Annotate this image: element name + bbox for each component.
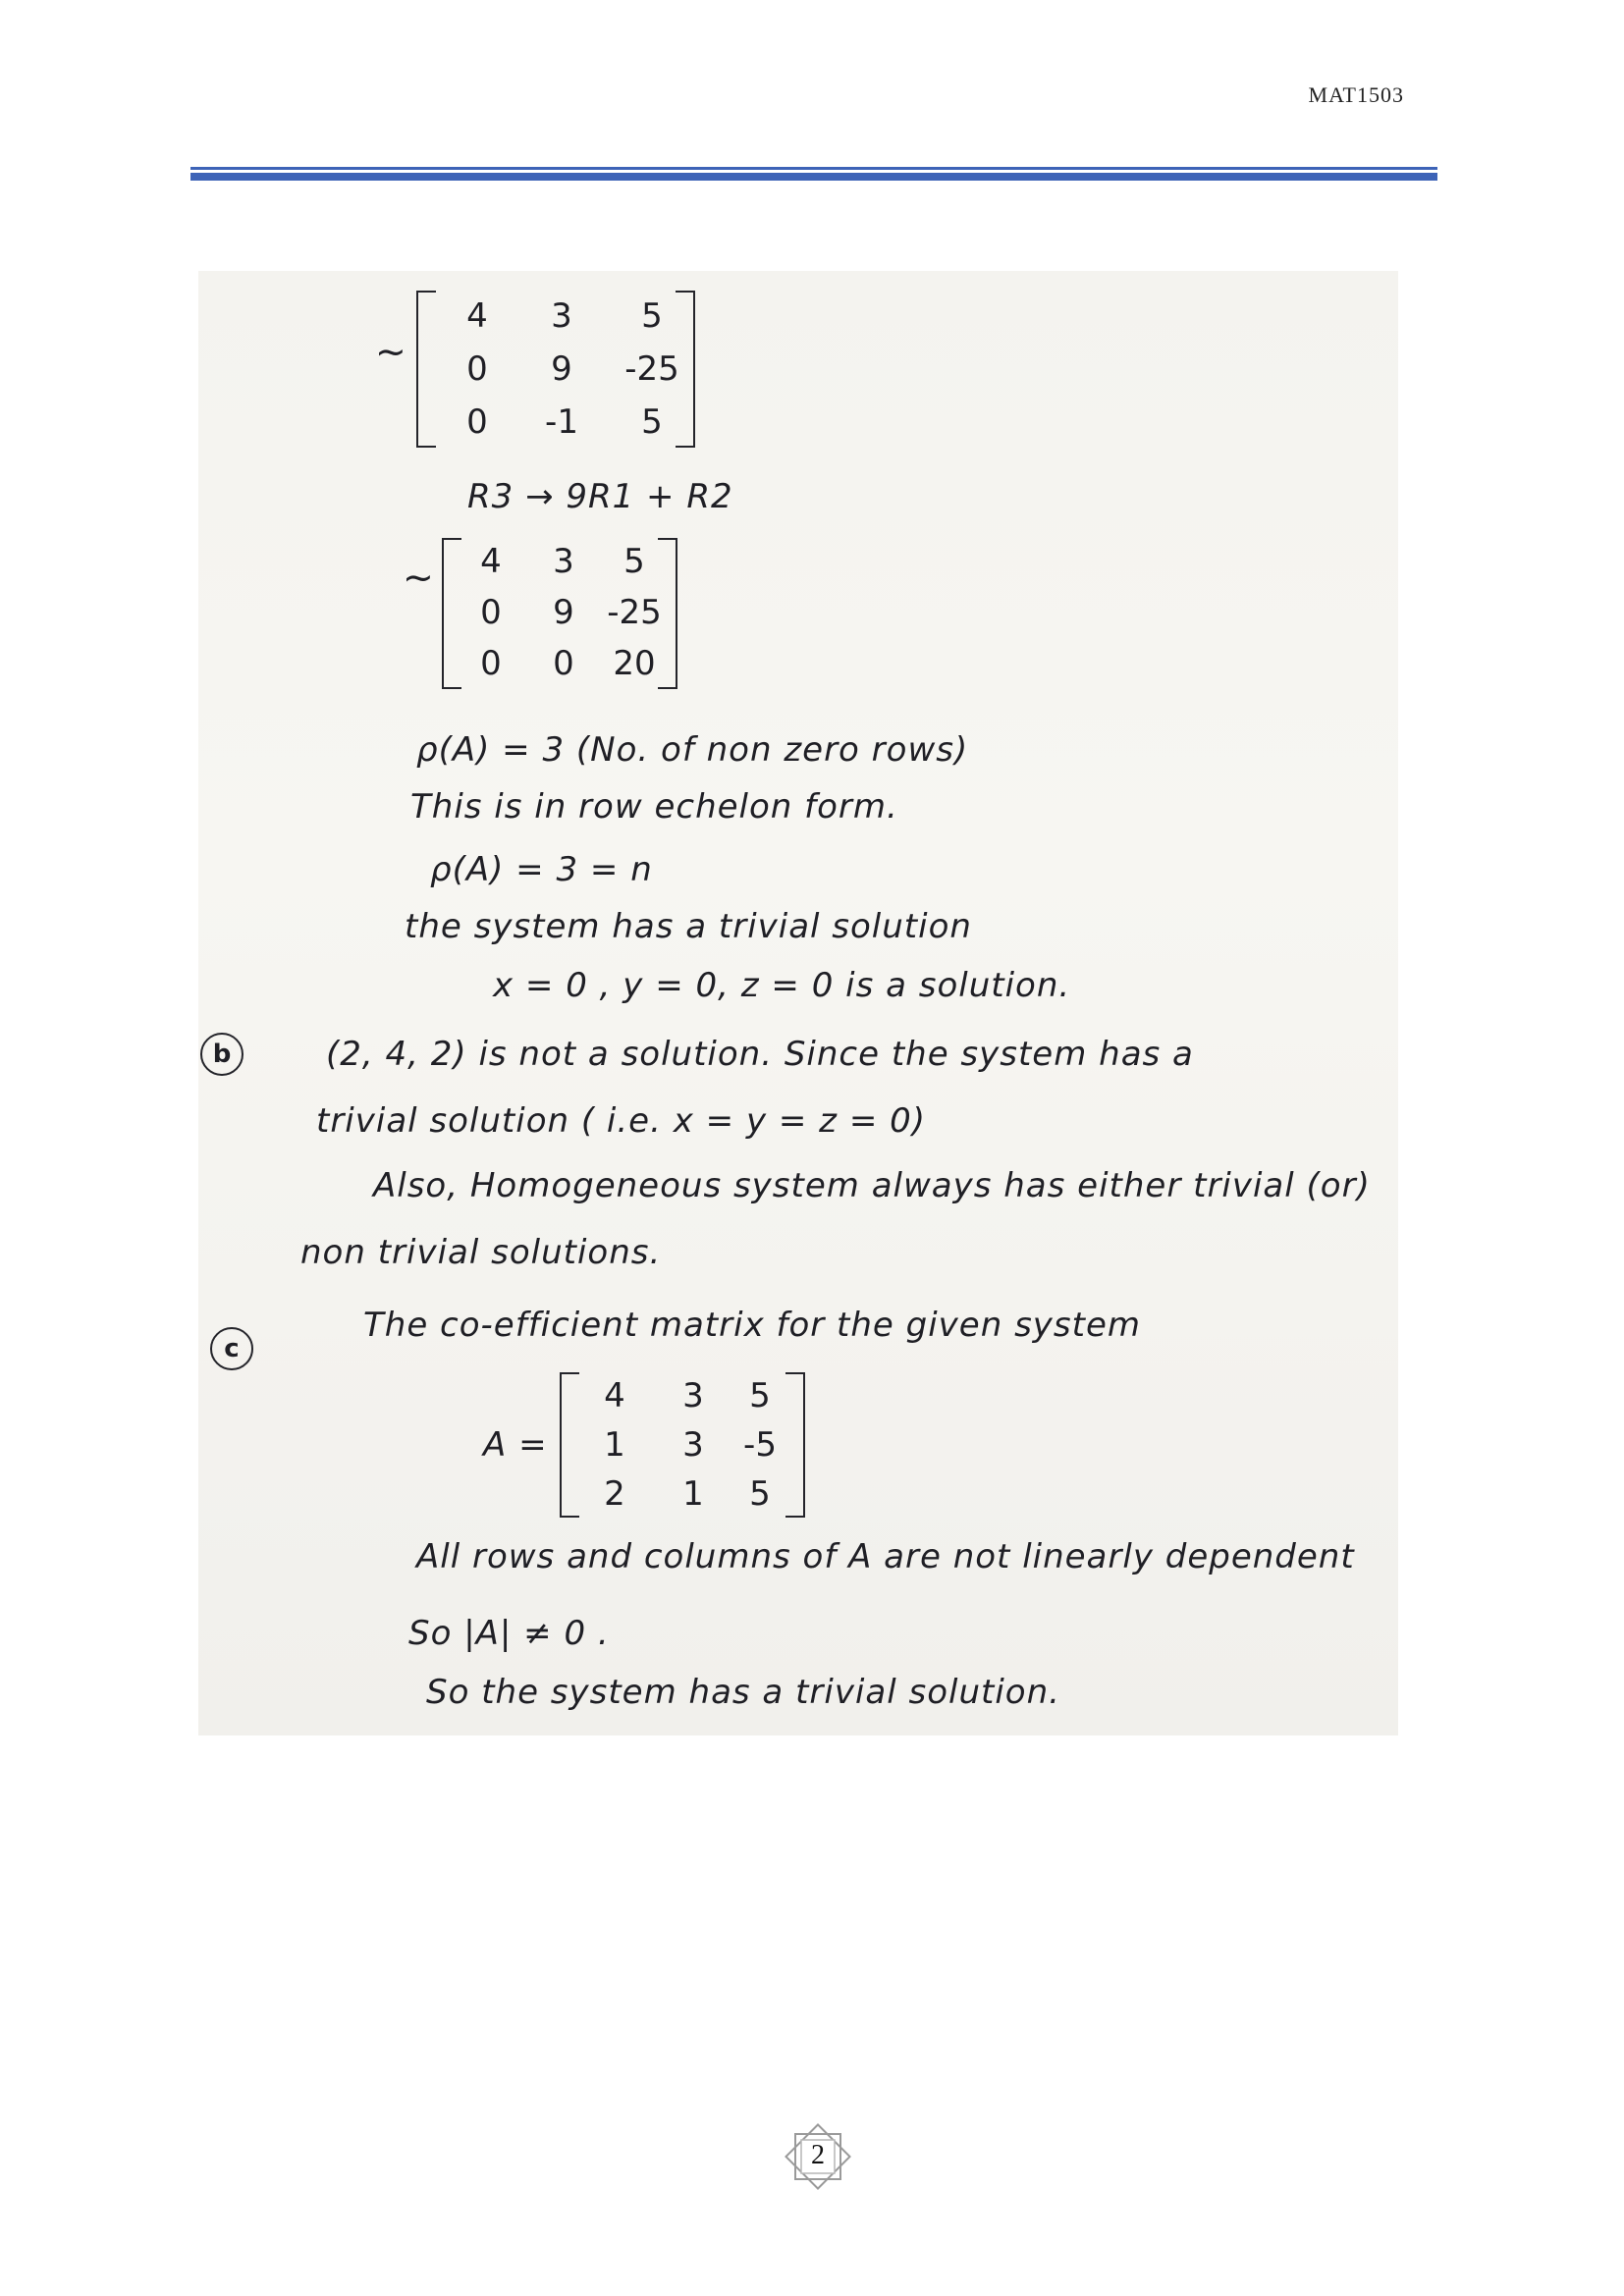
matrix-cell: 0 [480,644,502,683]
matrix-cell: 1 [682,1474,704,1514]
handwritten-scan [198,271,1398,1735]
matrix-cell: -1 [545,402,578,442]
coefficient-matrix [560,1372,805,1518]
matrix-cell: 3 [682,1425,704,1465]
equivalence-symbol: ~ [403,556,434,599]
echelon-line: This is in row echelon form. [410,787,898,827]
matrix-cell: 3 [551,296,572,336]
matrix-cell: 4 [604,1376,625,1415]
part-c-line: All rows and columns of A are not linearly dependent [416,1537,1355,1576]
equivalence-symbol: ~ [375,330,406,373]
matrix-cell: 5 [641,402,663,442]
matrix-cell: 9 [551,349,572,389]
matrix-cell: 4 [466,296,488,336]
row-operation: R3 → 9R1 + R2 [467,477,733,516]
part-c-line: So |A| ≠ 0 . [408,1614,610,1653]
matrix-step-1 [416,291,695,448]
part-b-line: Also, Homogeneous system always has either trivial (or) [373,1166,1371,1205]
part-c-intro: The co-efficient matrix for the given system [363,1306,1141,1345]
matrix-cell: 0 [466,349,488,389]
header-rule [190,167,1437,181]
part-b-marker: b [200,1033,244,1076]
matrix-cell: 1 [604,1425,625,1465]
matrix-cell: 3 [553,542,574,581]
part-b-line: (2, 4, 2) is not a solution. Since the system has a [326,1035,1194,1074]
rank-line: ρ(A) = 3 (No. of non zero rows) [416,730,969,770]
trivial-solution-line: the system has a trivial solution [405,907,972,946]
matrix-cell: 20 [613,644,656,683]
matrix-a-label: A = [483,1425,548,1465]
matrix-cell: -5 [743,1425,777,1465]
page-number-badge [782,2120,854,2193]
matrix-cell: 2 [604,1474,625,1514]
rank-equals-n-line: ρ(A) = 3 = n [430,850,653,889]
part-c-line: So the system has a trivial solution. [426,1673,1060,1712]
matrix-cell: 0 [480,593,502,632]
matrix-cell: 4 [480,542,502,581]
matrix-cell: 3 [682,1376,704,1415]
part-b-line: trivial solution ( i.e. x = y = z = 0) [316,1101,927,1141]
part-c-marker: c [210,1327,253,1370]
matrix-cell: 9 [553,593,574,632]
matrix-cell: -25 [624,349,679,389]
matrix-cell: 0 [466,402,488,442]
solution-values-line: x = 0 , y = 0, z = 0 is a solution. [493,966,1071,1005]
matrix-cell: 5 [749,1376,771,1415]
matrix-step-2 [442,538,677,689]
matrix-cell: 5 [749,1474,771,1514]
matrix-cell: -25 [607,593,662,632]
matrix-cell: 0 [553,644,574,683]
page-number: 2 [811,2140,825,2170]
part-b-line: non trivial solutions. [300,1233,662,1272]
matrix-cell: 5 [641,296,663,336]
matrix-cell: 5 [623,542,645,581]
course-code: MAT1503 [1308,82,1404,107]
